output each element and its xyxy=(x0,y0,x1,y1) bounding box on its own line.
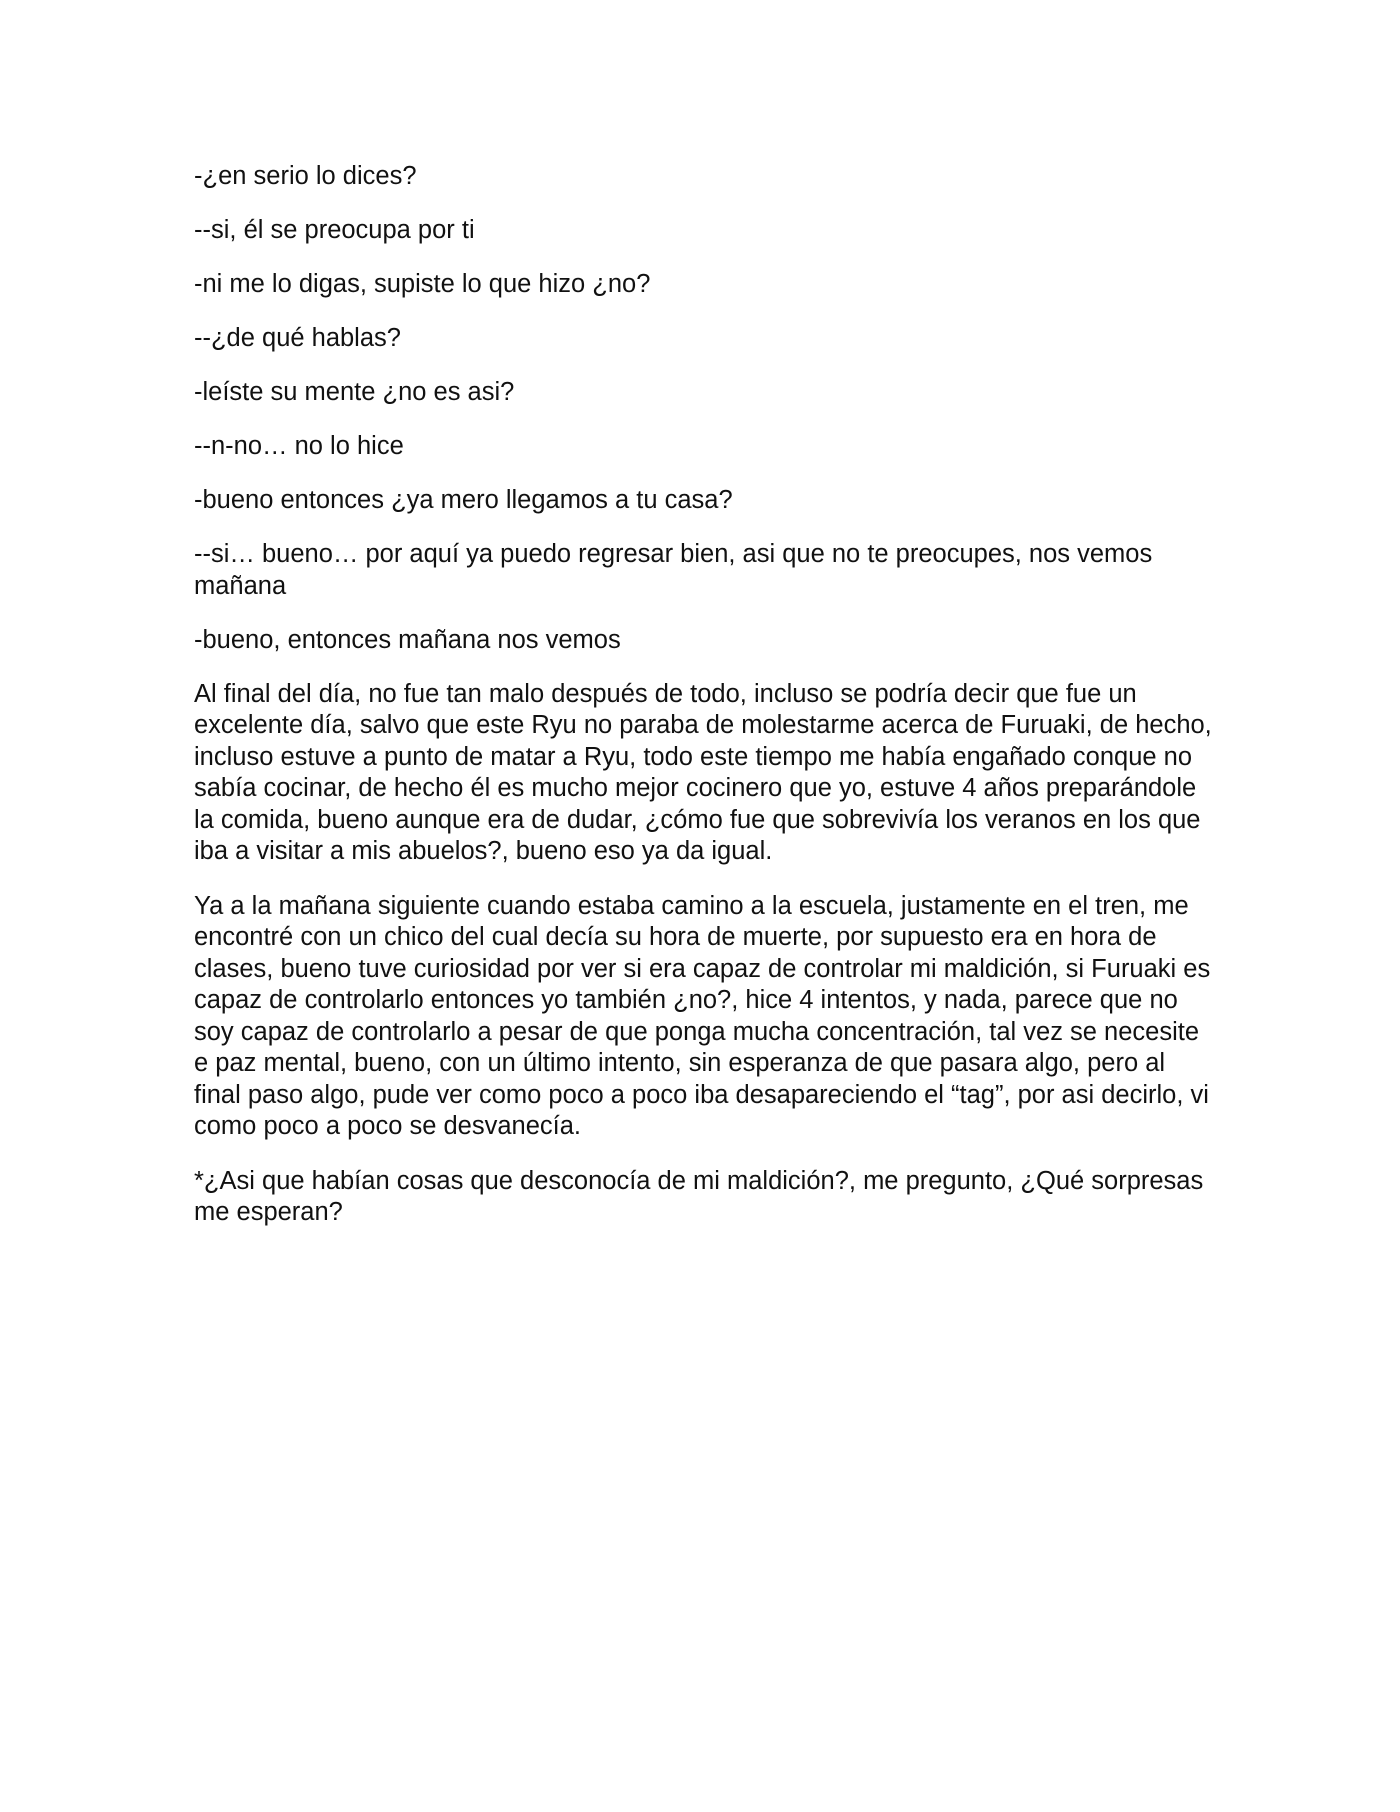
dialogue-line: --si, él se preocupa por ti xyxy=(194,216,475,244)
dialogue-line: --¿de qué hablas? xyxy=(194,324,401,352)
dialogue-line: --si… bueno… por aquí ya puedo regresar bien, asi que no te preocupes, nos vemos mañana xyxy=(194,540,1153,600)
dialogue-line: -bueno, entonces mañana nos vemos xyxy=(194,625,621,654)
dialogue-line: -¿en serio lo dices? xyxy=(194,162,417,190)
dialogue-line: -ni me lo digas, supiste lo que hizo ¿no? xyxy=(194,270,651,298)
narrative-paragraph: Al final del día, no fue tan malo después de todo, incluso se podría decir que fue un excelente día, salvo que este Ryu no paraba de molestarme acerca de Furuaki, de hecho, incluso estuve a punto de matar a Ryu, todo este tiempo me había engañado conque no sabía cocinar, de hecho él es mucho mejor cocinero que yo, estuve 4 años preparándole la comida, bueno aunque era de dudar, ¿cómo fue que sobrevivía los veranos en los que iba a visitar a mis abuelos?, bueno eso ya da igual. xyxy=(194,679,1212,865)
narrative-paragraph: Ya a la mañana siguiente cuando estaba camino a la escuela, justamente en el tren, me encontré con un chico del cual decía su hora de muerte, por supuesto era en hora de clases, bueno tuve curiosidad por ver si era capaz de controlar mi maldición, si Furuaki es capaz de controlarlo entonces yo también ¿no?, hice 4 intentos, y nada, parece que no soy capaz de controlarlo a pesar de que ponga mucha concentración, tal vez se necesite e paz mental, bueno, con un último intento, sin esperanza de que pasara algo, pero al final paso algo, pude ver como poco a poco iba desapareciendo el “tag”, por asi decirlo, vi como poco a poco se desvanecía. xyxy=(194,891,1211,1140)
dialogue-line: -leíste su mente ¿no es asi? xyxy=(194,378,515,406)
dialogue-line: -bueno entonces ¿ya mero llegamos a tu casa? xyxy=(194,486,733,514)
document-body xyxy=(194,161,1214,1252)
dialogue-line: --n-no… no lo hice xyxy=(194,432,404,460)
narrative-paragraph: *¿Asi que habían cosas que desconocía de mi maldición?, me pregunto, ¿Qué sorpresas me esperan? xyxy=(194,1166,1204,1226)
